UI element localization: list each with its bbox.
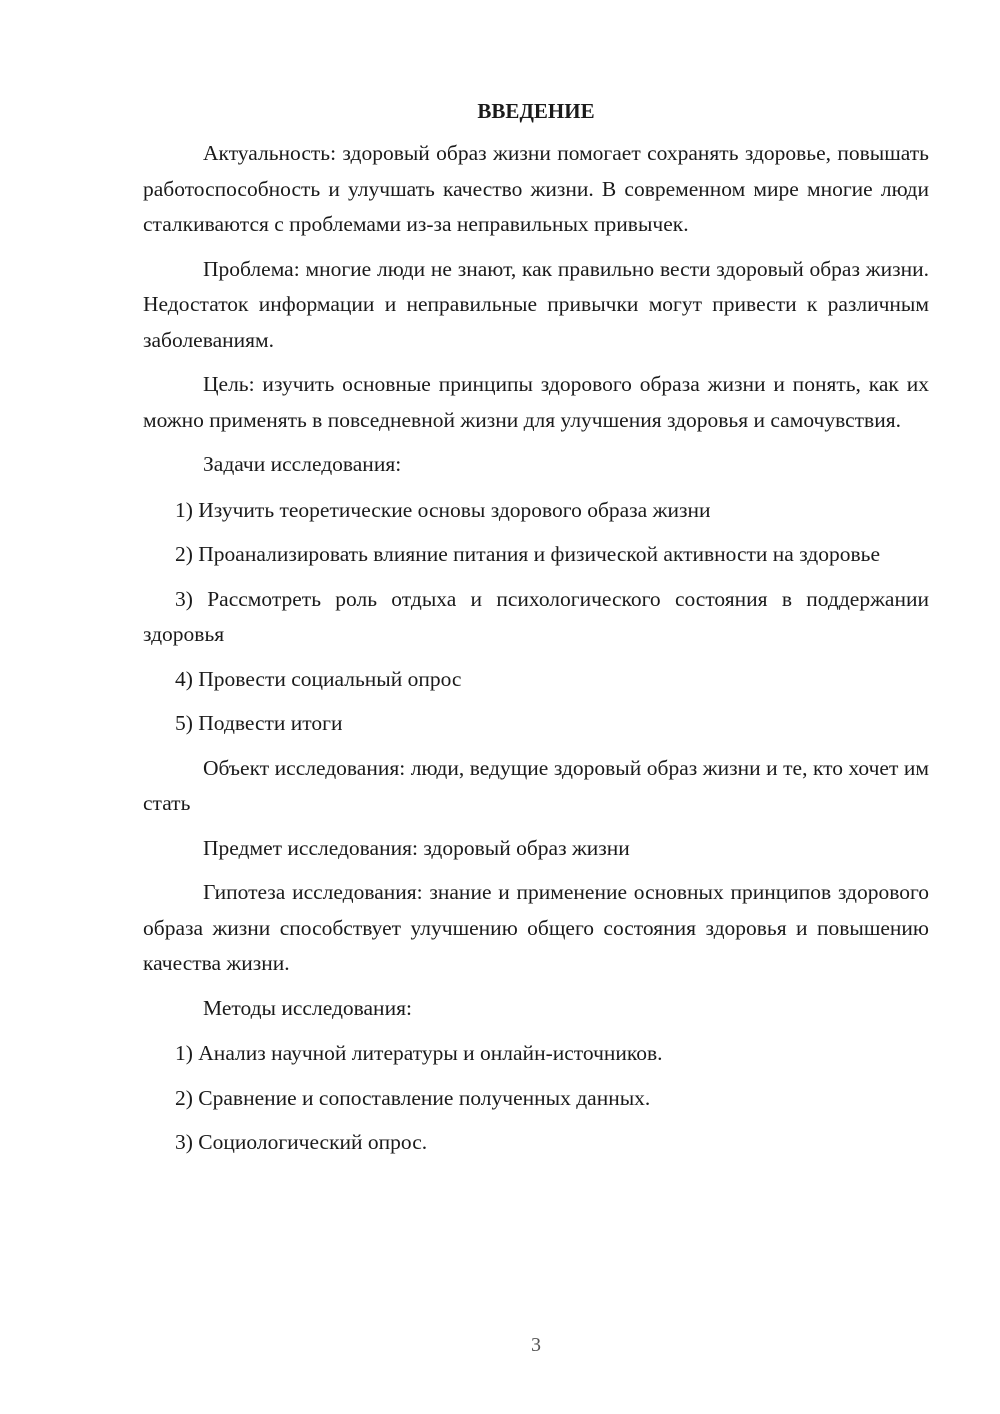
methods-label: Методы исследования: xyxy=(203,995,412,1020)
relevance-paragraph: Актуальность: здоровый образ жизни помогает сохранять здоровье, повышать работоспособность и улучшать качество жизни. В современном мире многие люди сталкиваются с проблемами из-за неправильных привычек. xyxy=(143,141,929,236)
list-item: 2) Сравнение и сопоставление полученных данных. xyxy=(175,1085,651,1110)
subject-paragraph: Предмет исследования: здоровый образ жизни xyxy=(203,835,630,860)
problem-paragraph: Проблема: многие люди не знают, как правильно вести здоровый образ жизни. Недостаток информации и неправильные привычки могут привести к различным заболеваниям. xyxy=(143,256,929,352)
list-item: 3) Социологический опрос. xyxy=(175,1130,428,1154)
tasks-list xyxy=(143,493,929,742)
list-item: 5) Подвести итоги xyxy=(175,711,343,735)
list-item: 4) Провести социальный опрос xyxy=(175,666,462,691)
hypothesis-paragraph: Гипотеза исследования: знание и применение основных принципов здорового образа жизни способствует улучшению общего состояния здоровья и повышению качества жизни. xyxy=(143,880,929,975)
list-item: 3) Рассмотреть роль отдыха и психологического состояния в поддержании здоровья xyxy=(143,586,929,646)
document-page xyxy=(143,96,929,1170)
methods-list xyxy=(143,1036,929,1161)
list-item: 1) Изучить теоретические основы здорового образа жизни xyxy=(175,497,711,522)
list-item: 2) Проанализировать влияние питания и физической активности на здоровье xyxy=(175,542,880,566)
object-paragraph: Объект исследования: люди, ведущие здоровый образ жизни и те, кто хочет им стать xyxy=(143,755,929,815)
section-heading: ВВЕДЕНИЕ xyxy=(477,99,595,123)
page-number: 3 xyxy=(531,1334,541,1356)
list-item: 1) Анализ научной литературы и онлайн-источников. xyxy=(175,1041,663,1065)
tasks-label: Задачи исследования: xyxy=(203,452,402,476)
goal-paragraph: Цель: изучить основные принципы здорового образа жизни и понять, как их можно применять в повседневной жизни для улучшения здоровья и самочувствия. xyxy=(143,372,929,432)
